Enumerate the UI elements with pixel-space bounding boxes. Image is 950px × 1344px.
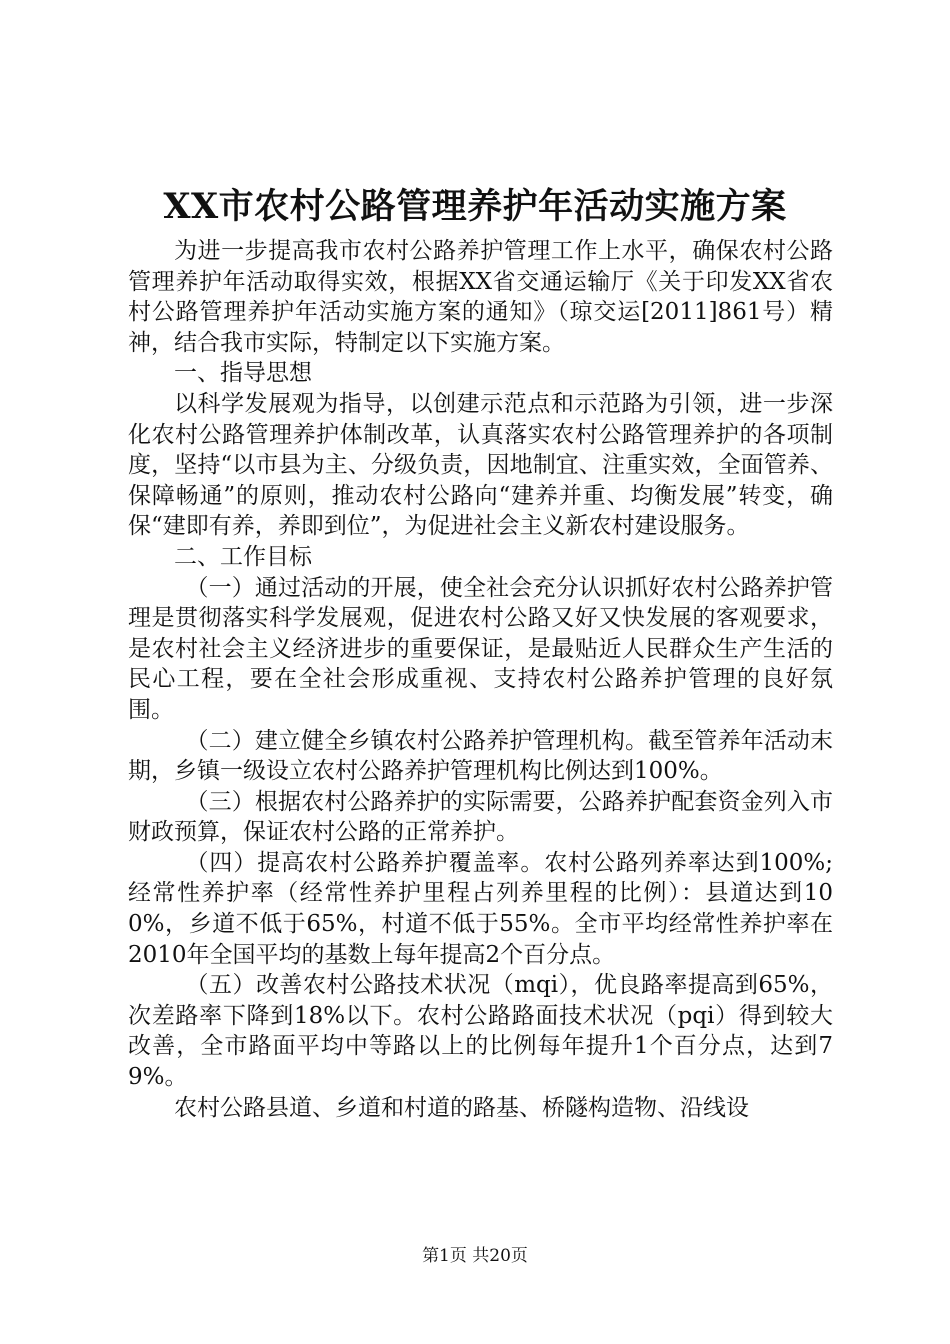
intro-paragraph: 为进一步提高我市农村公路养护管理工作上水平，确保农村公路管理养护年活动取得实效，根据XX省交通运输厅《关于印发XX省农村公路管理养护年活动实施方案的通知》（琼交运[2011]861号）精神，结合我市实际，特制定以下实施方案。 [128, 238, 833, 356]
goal-item-4: （四）提高农村公路养护覆盖率。农村公路列养率达到100%;经常性养护率（经常性养护里程占列养里程的比例）：县道达到100%，乡道不低于65%，村道不低于55%。全市平均经常性养护率在2010年全国平均的基数上每年提高2个百分点。 [128, 849, 833, 968]
goal-item-5: （五）改善农村公路技术状况（mqi），优良路率提高到65%，次差路率下降到18%以下。农村公路路面技术状况（pqi）得到较大改善，全市路面平均中等路以上的比例每年提升1个百分点，达到79%。 [128, 972, 833, 1091]
section-heading-work-goals: 二、工作目标 [174, 543, 312, 570]
document-body [128, 236, 833, 1123]
guiding-ideology-paragraph: 以科学发展观为指导，以创建示范点和示范路为引领，进一步深化农村公路管理养护体制改革，认真落实农村公路管理养护的各项制度，坚持“以市县为主、分级负责，因地制宜、注重实效，全面管养、保障畅通”的原则，推动农村公路向“建养并重、均衡发展”转变，确保“建即有养，养即到位”，为促进社会主义新农村建设服务。 [128, 390, 833, 540]
document-title: XX市农村公路管理养护年活动实施方案 [163, 186, 787, 227]
goal-item-3: （三）根据农村公路养护的实际需要，公路养护配套资金列入市财政预算，保证农村公路的正常养护。 [128, 788, 833, 846]
page-footer: 第1页 共20页 [422, 1246, 528, 1266]
section-heading-guiding-ideology: 一、指导思想 [174, 360, 312, 387]
goal-item-1: （一）通过活动的开展，使全社会充分认识抓好农村公路养护管理是贯彻落实科学发展观，促进农村公路又好又快发展的客观要求，是农村社会主义经济进步的重要保证，是最贴近人民群众生产生活的民心工程，要在全社会形成重视、支持农村公路养护管理的良好氛围。 [128, 574, 833, 723]
goal-item-2: （二）建立健全乡镇农村公路养护管理机构。截至管养年活动末期，乡镇一级设立农村公路养护管理机构比例达到100%。 [128, 727, 833, 785]
continuation-paragraph: 农村公路县道、乡道和村道的路基、桥隧构造物、沿线设 [174, 1094, 749, 1121]
